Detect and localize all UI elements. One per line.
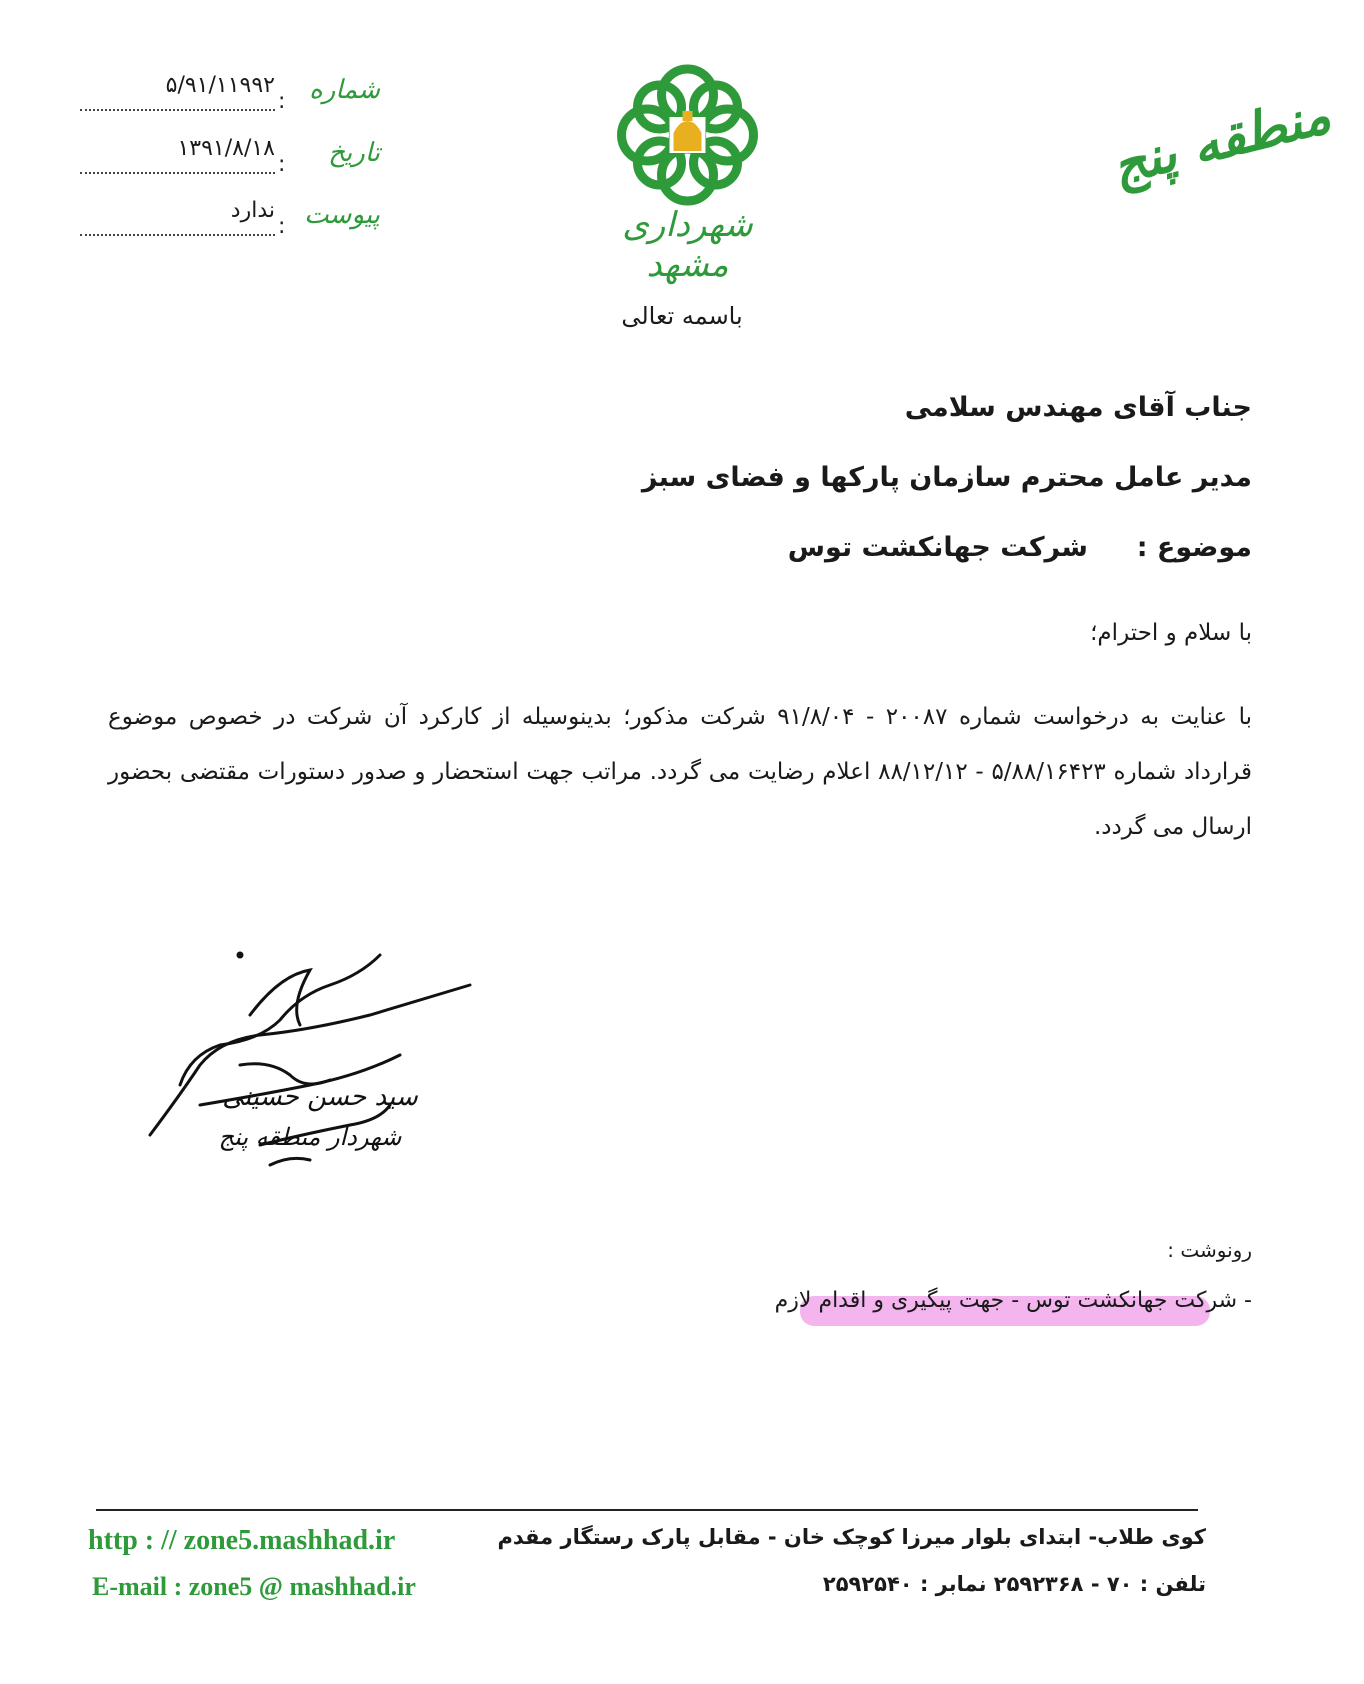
letter-number-value: ۵/۹۱/۱۱۹۹۲ — [165, 73, 275, 98]
letter-date-value: ۱۳۹۱/۸/۱۸ — [177, 136, 275, 161]
cc-label: رونوشت : — [1167, 1238, 1252, 1262]
colon: : — [278, 214, 286, 239]
cc-item: - شرکت جهانکشت توس - جهت پیگیری و اقدام لازم — [774, 1288, 1252, 1313]
subject-line — [788, 532, 1252, 563]
dotted-line — [80, 234, 275, 236]
letter-attachment-value: ندارد — [230, 198, 275, 223]
signature-name: سید حسن حسینی — [222, 1082, 418, 1112]
letter-number-label: شماره — [309, 75, 380, 105]
letter-number-row — [80, 75, 380, 119]
handwritten-signature — [140, 945, 480, 1185]
zone-five-mark: منطقه پنج — [1105, 84, 1337, 197]
dotted-line — [80, 172, 275, 174]
letter-body: با عنایت به درخواست شماره ۲۰۰۸۷ - ۹۱/۸/۰۴ شرکت مذکور؛ بدینوسیله از کارکرد آن شرکت در خصوص موضوع قرارداد شماره ۵/۸۸/۱۶۴۲۳ - ۸۸/۱۲/۱۲ اعلام رضایت می گردد. مراتب جهت استحضار و صدور دستورات مقتضی بحضور ارسال می گردد. — [108, 704, 1252, 840]
recipient-title: مدیر عامل محترم سازمان پارکها و فضای سبز — [641, 462, 1252, 493]
footer-address: کوی طلاب- ابتدای بلوار میرزا کوچک خان - مقابل پارک رستگار مقدم — [497, 1525, 1206, 1549]
footer-website: http : // zone5.mashhad.ir — [88, 1525, 396, 1556]
greeting: با سلام و احترام؛ — [1090, 620, 1252, 646]
logo-text: شهرداری مشهد — [622, 205, 753, 285]
signature-title: شهردار منطقه پنج — [218, 1123, 402, 1151]
subject-label: موضوع : — [1136, 532, 1252, 563]
letter-attachment-row — [80, 200, 380, 244]
colon: : — [278, 89, 286, 114]
colon: : — [278, 152, 286, 177]
dotted-line — [80, 109, 275, 111]
footer-email: E-mail : zone5 @ mashhad.ir — [92, 1572, 416, 1601]
recipient-name: جناب آقای مهندس سلامی — [904, 392, 1252, 423]
basmala: باسمه تعالی — [621, 302, 743, 330]
footer-divider — [96, 1509, 1198, 1511]
subject-value: شرکت جهانکشت توس — [787, 532, 1088, 563]
letter-date-row — [80, 138, 380, 182]
letter-date-label: تاریخ — [328, 138, 380, 168]
letter-attachment-label: پیوست — [304, 200, 380, 230]
footer-phone: تلفن : ۷۰ - ۲۵۹۲۳۶۸ نمابر : ۲۵۹۲۵۴۰ — [822, 1572, 1206, 1596]
